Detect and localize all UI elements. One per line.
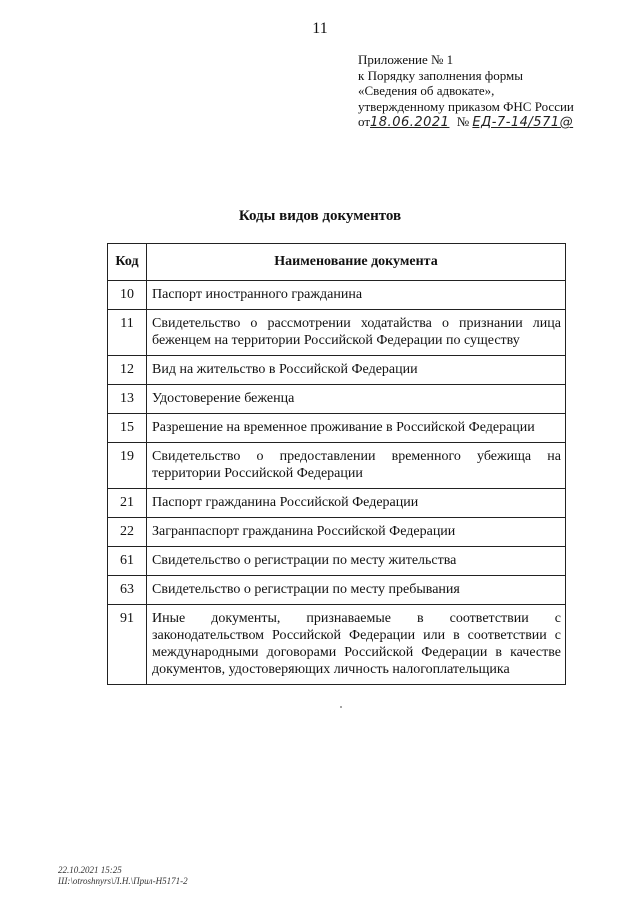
number-prefix: № <box>456 114 470 129</box>
table-header-row <box>108 244 566 281</box>
row-code: 63 <box>108 576 147 605</box>
handwritten-date: 18.06.2021 <box>370 115 450 130</box>
row-name: Свидетельство о регистрации по месту пребывания <box>147 576 566 605</box>
table-row <box>108 576 566 605</box>
row-code: 19 <box>108 443 147 489</box>
scan-speck <box>340 706 342 708</box>
table-row <box>108 385 566 414</box>
footer-reference: Ш:\otroshnyrs\Л.Н.\Прил-Н5171-2 <box>58 876 188 886</box>
document-codes-table <box>107 243 566 685</box>
row-name: Свидетельство о регистрации по месту жительства <box>147 547 566 576</box>
appendix-line-3: «Сведения об адвокате», <box>358 83 495 98</box>
table-row <box>108 489 566 518</box>
row-code: 22 <box>108 518 147 547</box>
table-row <box>108 605 566 685</box>
appendix-line-4: утвержденному приказом ФНС России <box>358 98 574 114</box>
row-name: Удостоверение беженца <box>147 385 566 414</box>
row-code: 21 <box>108 489 147 518</box>
row-name: Свидетельство о рассмотрении ходатайства о признании лица беженцем на территории Российской Федерации по существу <box>147 310 566 356</box>
table-row <box>108 356 566 385</box>
table-row <box>108 281 566 310</box>
document-title: Коды видов документов <box>238 208 402 224</box>
row-name: Свидетельство о предоставлении временного убежища на территории Российской Федерации <box>147 443 566 489</box>
header-code: Код <box>108 244 147 281</box>
footer-timestamp: 22.10.2021 15:25 <box>58 865 122 875</box>
date-prefix: от <box>358 114 371 129</box>
row-name: Иные документы, признаваемые в соответствии с законодательством Российской Федерации или в соответствии с международными договорами Российской Федерации в качестве документов, удостоверяющих личность налогоплательщика <box>147 605 566 685</box>
row-name: Паспорт гражданина Российской Федерации <box>147 489 566 518</box>
row-code: 61 <box>108 547 147 576</box>
row-code: 91 <box>108 605 147 685</box>
row-code: 13 <box>108 385 147 414</box>
appendix-line-1: Приложение № 1 <box>358 52 454 67</box>
table-row <box>108 547 566 576</box>
table-row <box>108 518 566 547</box>
header-name: Наименование документа <box>147 244 566 281</box>
row-name: Паспорт иностранного гражданина <box>147 281 566 310</box>
row-code: 10 <box>108 281 147 310</box>
row-code: 11 <box>108 310 147 356</box>
row-code: 15 <box>108 414 147 443</box>
appendix-block <box>358 52 608 131</box>
table-row <box>108 443 566 489</box>
footer-note <box>58 865 188 887</box>
row-code: 12 <box>108 356 147 385</box>
row-name: Разрешение на временное проживание в Российской Федерации <box>147 414 566 443</box>
appendix-line-2: к Порядку заполнения формы <box>358 67 523 83</box>
appendix-date-number-line <box>358 114 608 131</box>
table-row <box>108 310 566 356</box>
page-number: 11 <box>312 20 328 37</box>
table-row <box>108 414 566 443</box>
handwritten-number: ЕД-7-14/571@ <box>472 115 574 130</box>
row-name: Загранпаспорт гражданина Российской Федерации <box>147 518 566 547</box>
row-name: Вид на жительство в Российской Федерации <box>147 356 566 385</box>
